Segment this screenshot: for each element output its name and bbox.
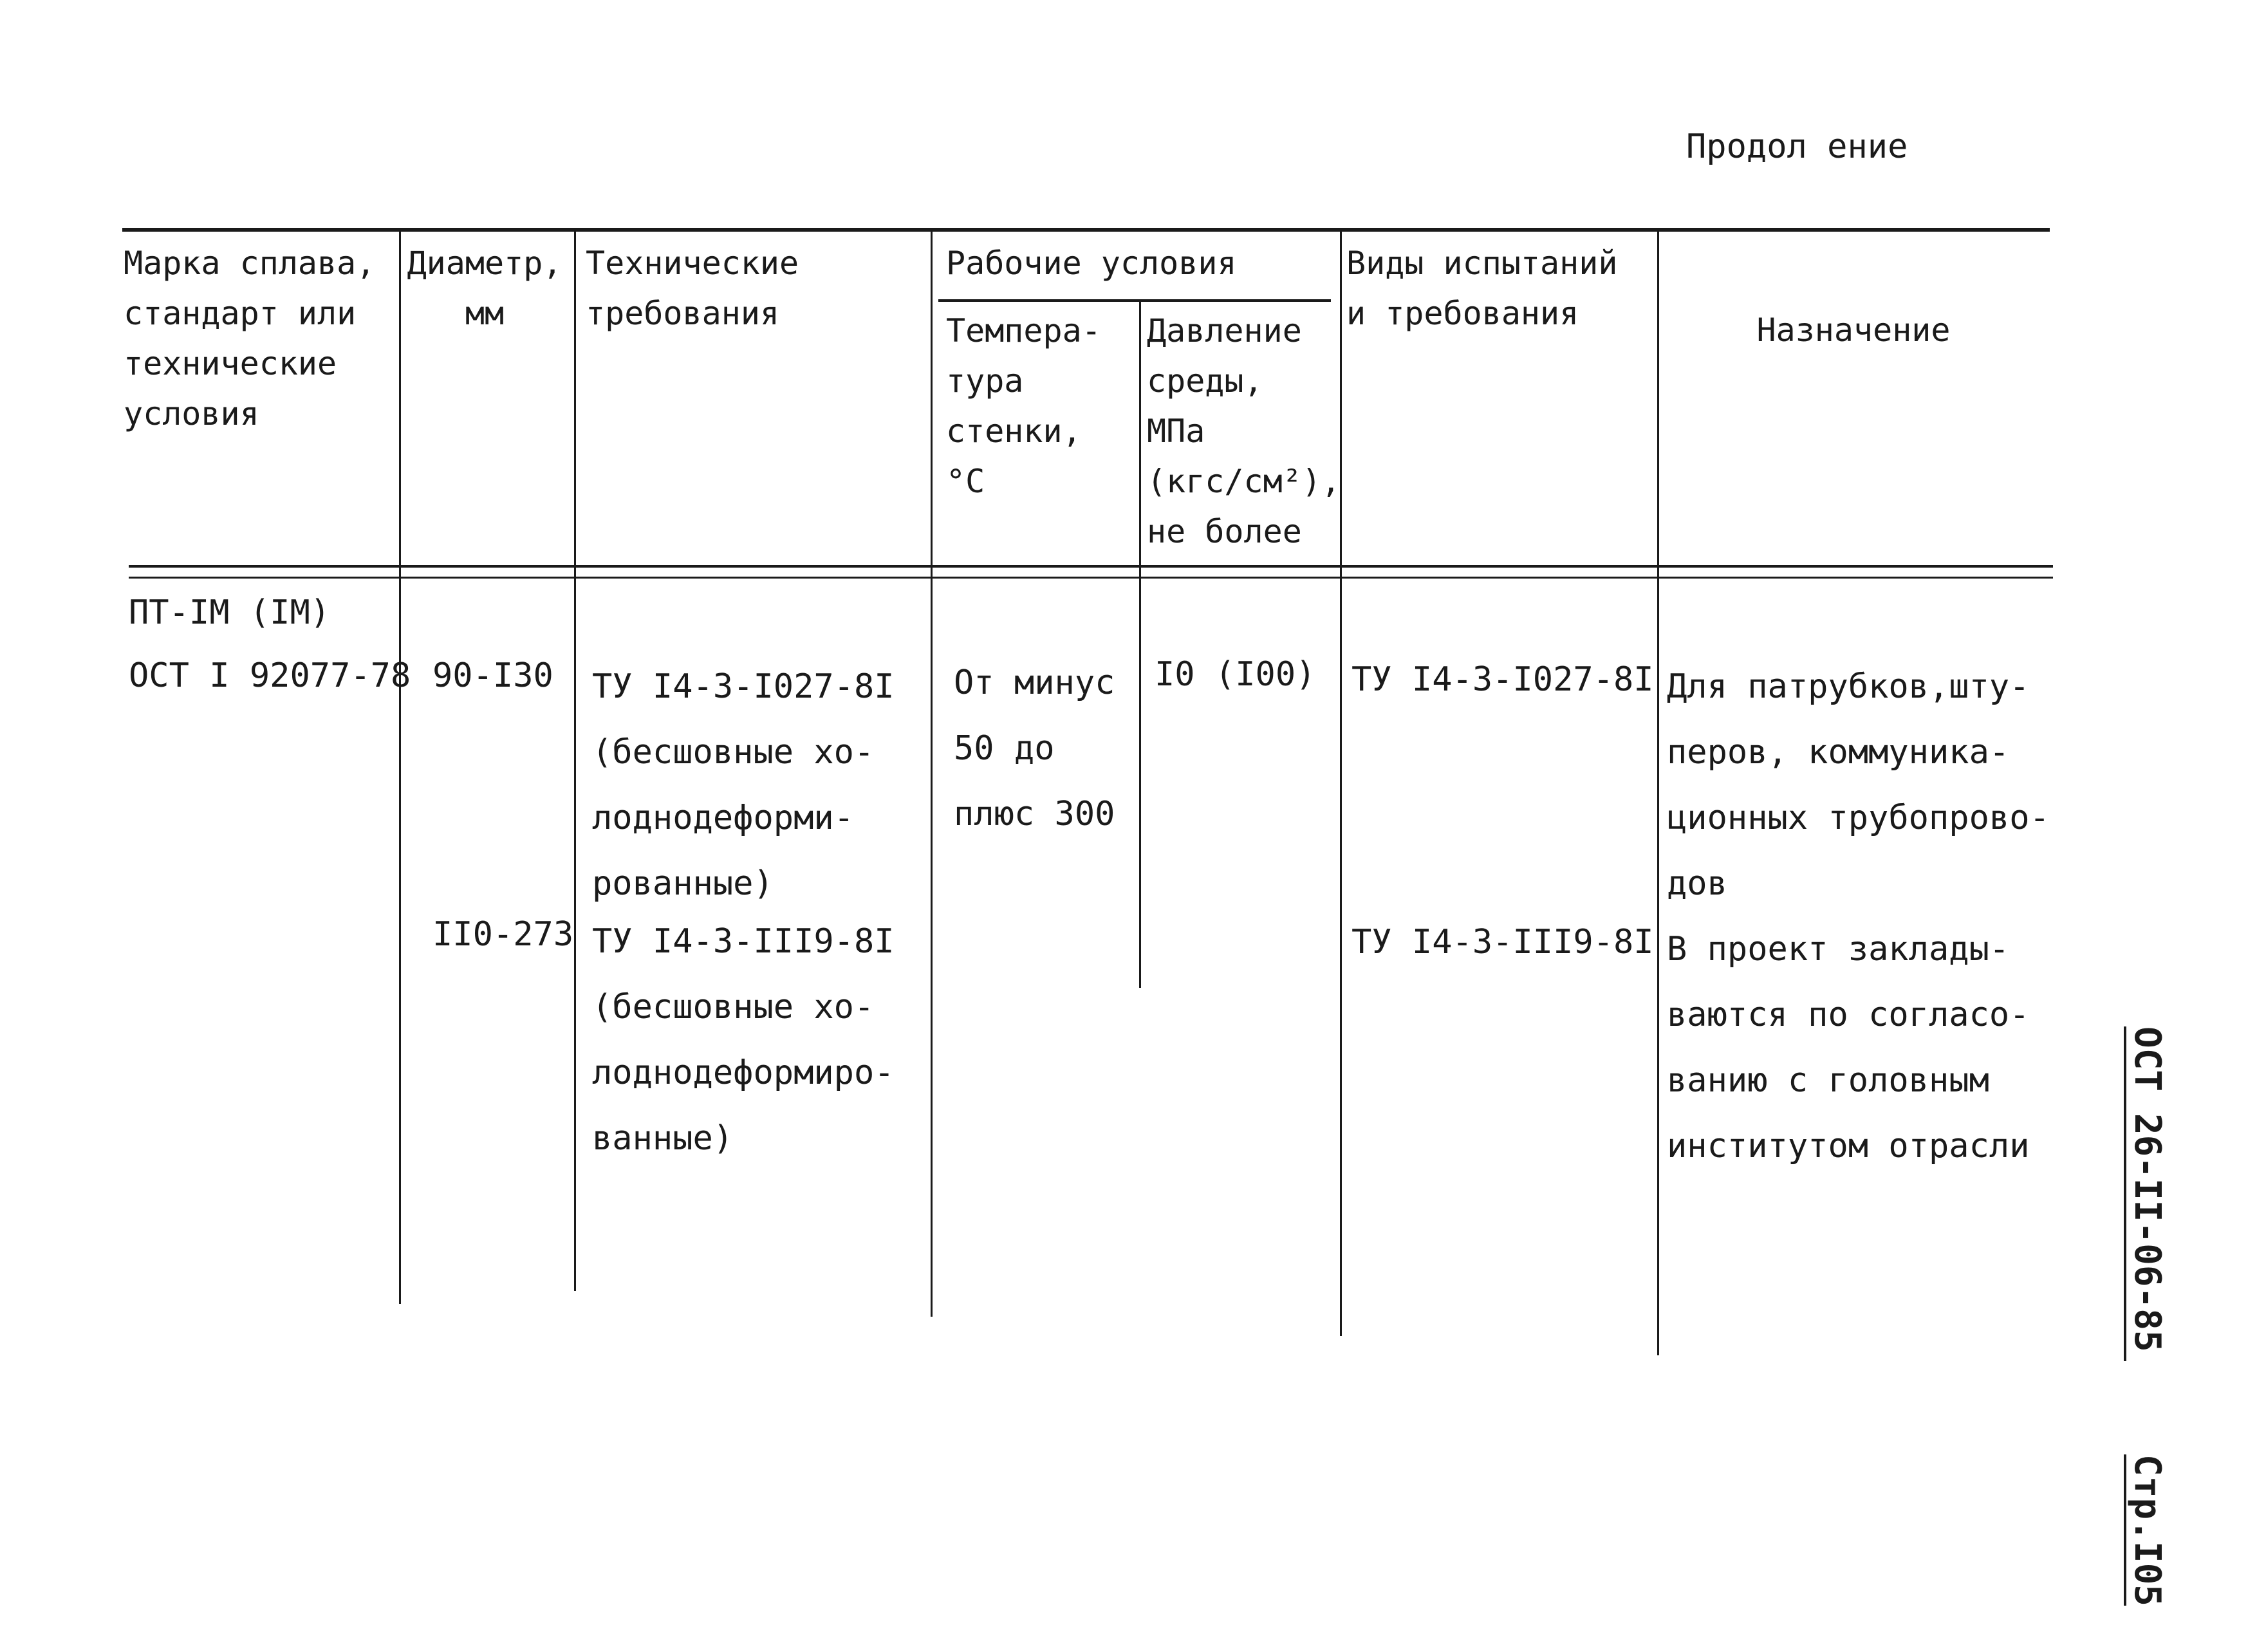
- row1-temperature: От минус 50 до плюс 300: [954, 664, 1115, 833]
- table-top-rule: [122, 228, 2050, 232]
- header-technical-requirements: Технические требования: [586, 245, 799, 332]
- alloy-standard: ОСТ I 92077-78: [129, 656, 411, 695]
- side-page-number-underline: [2124, 1454, 2126, 1606]
- row1-purpose: Для патрубков,шту- перов, коммуника- ционных трубопрово- дов: [1667, 667, 2050, 903]
- header-wall-temperature: Темпера- тура стенки, °С: [946, 312, 1101, 500]
- column-divider-1: [399, 229, 401, 1304]
- row2-technical-requirements: ТУ I4-3-III9-8I (бесшовные хо- лоднодеформиро- ванные): [592, 922, 895, 1158]
- row1-pressure: I0 (I00): [1155, 655, 1316, 694]
- row2-tests: ТУ I4-3-III9-8I: [1351, 923, 1654, 961]
- header-purpose: Назначение: [1756, 311, 1951, 349]
- header-work-conditions: Рабочие условия: [946, 245, 1237, 282]
- column-divider-6: [1657, 229, 1659, 1355]
- column-divider-4: [1139, 299, 1141, 988]
- header-medium-pressure: Давление среды, МПа (кгс/см²), не более: [1147, 312, 1341, 550]
- side-document-code-underline: [2124, 1026, 2126, 1361]
- row2-diameter: II0-273: [432, 915, 574, 954]
- column-divider-2: [574, 229, 576, 1291]
- header-bottom-rule-2: [129, 577, 2053, 579]
- side-document-code: ОСТ 26-II-06-85: [2126, 1026, 2168, 1352]
- row1-diameter: 90-I30: [432, 656, 553, 695]
- row1-tests: ТУ I4-3-I027-8I: [1351, 660, 1654, 699]
- continuation-label: Продол ение: [1686, 127, 1908, 166]
- row1-technical-requirements: ТУ I4-3-I027-8I (бесшовные хо- лоднодеформи- рованные): [592, 667, 895, 903]
- side-page-number: Стр.I05: [2126, 1454, 2168, 1607]
- header-diameter: Диаметр, мм: [407, 245, 562, 332]
- header-bottom-rule-1: [129, 565, 2053, 568]
- alloy-grade: ПТ-IM (IM): [129, 593, 331, 632]
- work-conditions-rule: [938, 299, 1331, 302]
- header-grade: Марка сплава, стандарт или технические условия: [124, 245, 376, 432]
- row2-purpose: В проект заклады- ваются по согласо- ванию с головным институтом отрасли: [1667, 930, 2030, 1165]
- header-test-types: Виды испытаний и требования: [1346, 245, 1618, 332]
- column-divider-3: [931, 229, 933, 1317]
